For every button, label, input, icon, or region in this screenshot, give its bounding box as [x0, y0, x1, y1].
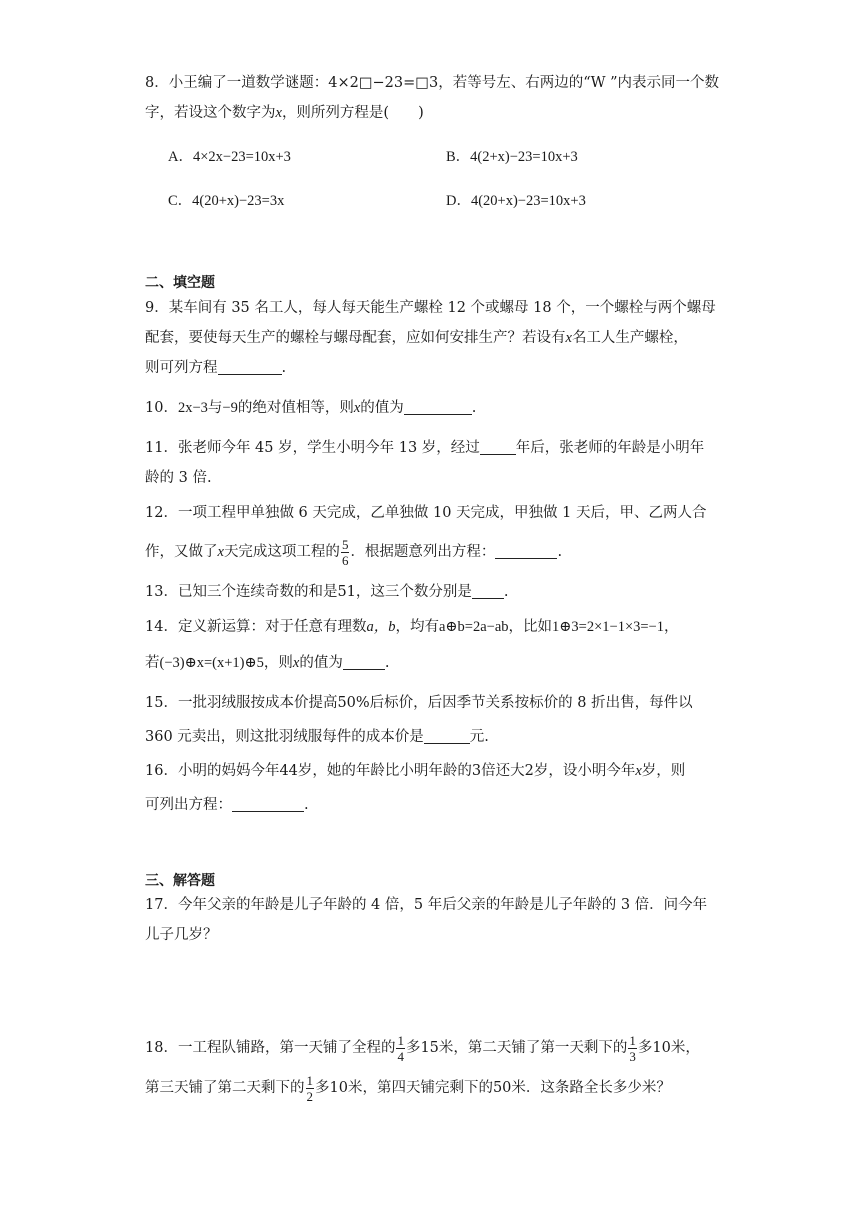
var-x: x: [353, 400, 361, 416]
q11-line1: [145, 433, 720, 463]
q12-line2: [145, 532, 720, 572]
answer-blank-11[interactable]: [480, 438, 516, 455]
q9-text: 名工人生产螺栓，: [571, 330, 688, 346]
question-17: [145, 890, 720, 950]
option-b[interactable]: B．4(2+x)−23=10x+3: [446, 149, 578, 165]
q13-text: .: [503, 584, 509, 600]
fraction-1-2: [306, 1074, 315, 1103]
q18-line2: [145, 1068, 720, 1108]
option-d[interactable]: D．4(20+x)−23=10x+3: [446, 193, 586, 209]
q9-text: 则可列方程: [145, 360, 218, 376]
q9-text: 配套，要使每天生产的螺栓与螺母配套，应如何安排生产？若设有: [145, 330, 566, 346]
q8-text: ，则所列方程是( ): [281, 105, 424, 121]
q9-line1: 9．某车间有 35 名工人，每人每天能生产螺栓 12 个或螺母 18 个，一个螺栓与两个螺母: [145, 300, 716, 316]
q16-text: 可列出方程：: [145, 797, 232, 813]
q14-text: 的值为: [299, 655, 343, 671]
q12-text: 天完成这项工程的: [223, 544, 340, 560]
q9-text: .: [281, 360, 287, 376]
q12-text: .: [557, 544, 563, 560]
fraction-denominator: 6: [341, 552, 349, 568]
var-x: x: [565, 330, 572, 346]
fraction-numerator: 5: [341, 536, 349, 552]
question-8: [145, 68, 720, 128]
q10-text: 的绝对值相等，则: [237, 400, 354, 416]
q11-text: 11．张老师今年 45 岁，学生小明今年 13 岁，经过: [145, 440, 480, 456]
q8-text: 字，若设这个数字为: [145, 105, 276, 121]
fraction-5-6: [341, 538, 350, 567]
q8-line1: 8．小王编了一道数学谜题：4×2□−23=□3，若等号左、右两边的“W ”内表示同一个数: [145, 75, 720, 91]
question-9: [145, 293, 720, 383]
q15-text: 元.: [469, 729, 489, 745]
q16-text: 岁，则: [641, 763, 686, 779]
section-solve: 三、解答题: [145, 873, 215, 889]
q18-text: 第三天铺了第二天剩下的: [145, 1080, 305, 1096]
q11-line2: 龄的 3 倍.: [145, 470, 212, 486]
q14-vars: a，b: [366, 619, 396, 635]
q10-text: 10．: [145, 400, 178, 416]
q8-line2: [145, 98, 720, 128]
fraction-numerator: 1: [629, 1032, 636, 1048]
fraction-denominator: 2: [306, 1088, 313, 1104]
var-x: x: [217, 544, 224, 560]
q15-text: 360 元卖出，则这批羽绒服每件的成本价是: [145, 729, 424, 745]
q14-text: 14．定义新运算：对于任意有理数: [145, 619, 367, 635]
fraction-numerator: 1: [306, 1072, 313, 1088]
q11-text: 年后，张老师的年龄是小明年: [515, 440, 705, 456]
q10-text: 的值为: [360, 400, 404, 416]
q18-text: 多10米，第四天铺完剩下的50米．这条路全长多少米？: [315, 1080, 671, 1096]
q14-equation: (−3)⊕x=(x+1)⊕5: [159, 655, 264, 671]
q14-text: ，比如: [508, 619, 553, 635]
q16-text: .: [304, 797, 309, 813]
q17-line2: 儿子几岁？: [145, 927, 218, 943]
answer-blank-16[interactable]: [232, 795, 304, 812]
q15-line1: 15．一批羽绒服按成本价提高50%后标价，后因季节关系按标价的 8 折出售，每件以: [145, 695, 693, 711]
fraction-denominator: 3: [629, 1048, 636, 1064]
q12-line1: 12．一项工程甲单独做 6 天完成，乙单独做 10 天完成，甲独做 1 天后，甲、乙两人合: [145, 505, 707, 521]
q14-text: ，则: [263, 655, 293, 671]
q16-text: 16．小明的妈妈今年44岁，她的年龄比小明年龄的3倍还大2岁，设小明今年: [145, 763, 636, 779]
answer-blank-13[interactable]: [472, 582, 504, 599]
q10-expr2: −9: [222, 400, 238, 416]
var-x: x: [292, 655, 300, 671]
answer-blank-10[interactable]: [404, 398, 472, 415]
q14-text: 若: [145, 655, 160, 671]
question-10: [145, 393, 720, 423]
q9-line2: [145, 323, 720, 353]
q18-text: 多15米，第二天铺了第一天剩下的: [405, 1040, 628, 1056]
q16-line1: [145, 756, 720, 786]
answer-blank-15[interactable]: [424, 727, 470, 744]
fraction-denominator: 4: [397, 1048, 404, 1064]
fraction-1-4: [396, 1034, 405, 1063]
question-16: [145, 756, 720, 820]
question-12: [145, 498, 720, 572]
question-15: [145, 688, 720, 752]
q9-line3: [145, 353, 720, 383]
question-13: [145, 577, 720, 607]
fraction-1-3: [628, 1034, 637, 1063]
q14-example: 1⊕3=2×1−1×3=−1，: [552, 619, 679, 635]
option-a[interactable]: A．4×2x−23=10x+3: [168, 149, 291, 165]
var-x: x: [275, 105, 282, 121]
q14-text: .: [384, 655, 390, 671]
q14-line2: [145, 648, 720, 678]
q10-expr: 2x−3: [177, 400, 208, 416]
var-x: x: [635, 763, 642, 779]
answer-blank-14[interactable]: [343, 653, 385, 670]
q15-line2: [145, 722, 720, 752]
q14-definition: a⊕b=2a−ab: [438, 619, 509, 635]
q16-line2: [145, 790, 720, 820]
q13-text: 13．已知三个连续奇数的和是51，这三个数分别是: [145, 584, 472, 600]
q12-text: 作，又做了: [145, 544, 218, 560]
q18-text: 多10米，: [637, 1040, 700, 1056]
answer-blank-12[interactable]: [495, 542, 557, 559]
q14-text: ，均有: [395, 619, 439, 635]
q18-line1: [145, 1028, 720, 1068]
question-18: [145, 1028, 720, 1108]
question-14: [145, 612, 720, 678]
q18-text: 18．一工程队铺路，第一天铺了全程的: [145, 1040, 396, 1056]
fraction-numerator: 1: [397, 1032, 404, 1048]
q12-text: ．根据题意列出方程：: [350, 544, 496, 560]
q14-line1: [145, 612, 720, 642]
q10-text: .: [471, 400, 477, 416]
answer-blank-9[interactable]: [218, 358, 282, 375]
q10-text: 与: [207, 400, 223, 416]
question-11: [145, 433, 720, 493]
q17-line1: 17．今年父亲的年龄是儿子年龄的 4 倍，5 年后父亲的年龄是儿子年龄的 3 倍．问今年: [145, 897, 708, 913]
option-c[interactable]: C．4(20+x)−23=3x: [168, 193, 285, 209]
section-fill-in: 二、填空题: [145, 275, 215, 291]
